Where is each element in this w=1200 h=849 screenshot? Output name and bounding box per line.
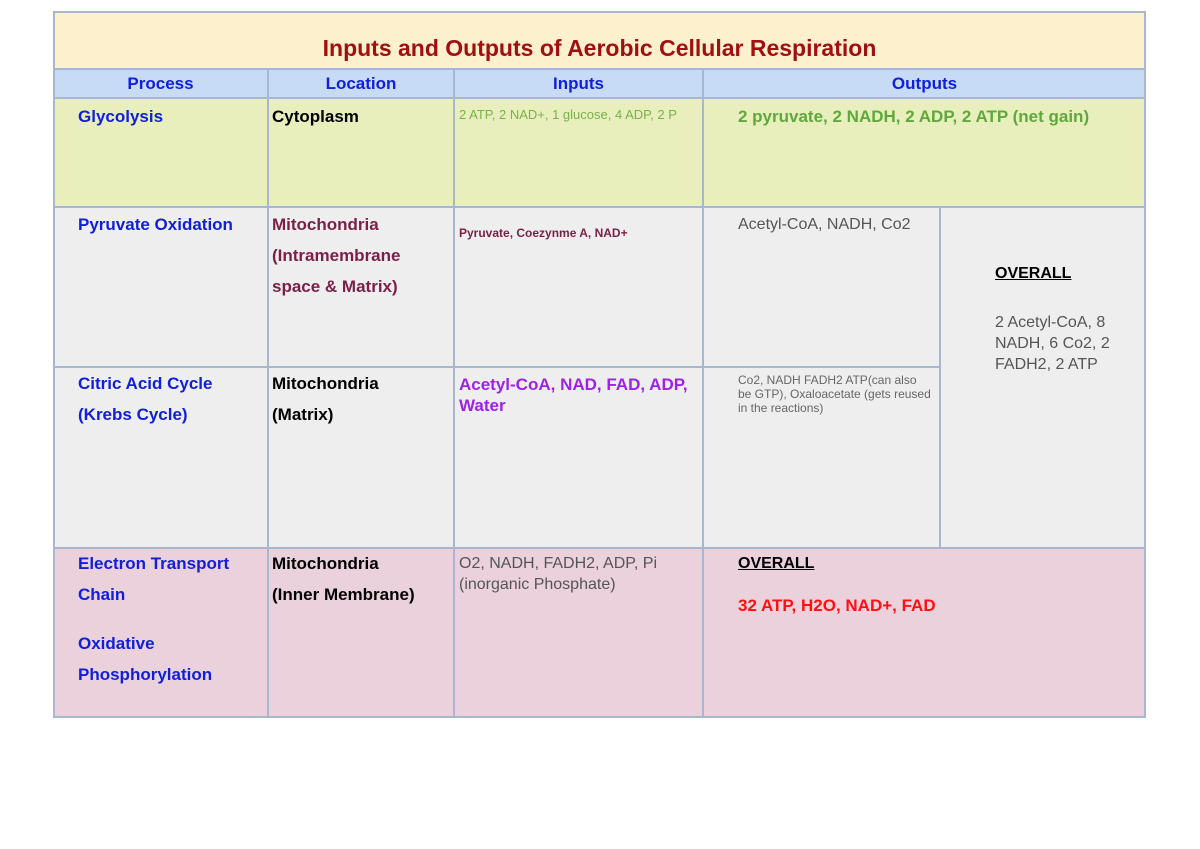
rule-under-glycolysis [54, 206, 1145, 208]
krebs-process-line2: (Krebs Cycle) [78, 405, 188, 424]
glycolysis-location: Cytoplasm [272, 107, 359, 126]
header-location: Location [325, 74, 397, 93]
krebs-location-line1: Mitochondria [272, 374, 379, 393]
etc-outputs: 32 ATP, H2O, NAD+, FAD [738, 596, 936, 615]
etc-process-line3: Oxidative [78, 634, 155, 653]
pyruvate-location: Mitochondria (Intramembrane space & Matrix) [272, 215, 401, 296]
etc-process-line2: Chain [78, 585, 126, 604]
etc-overall-heading: OVERALL [738, 555, 815, 572]
pyruvate-process: Pyruvate Oxidation [78, 215, 233, 234]
header-outputs: Outputs [891, 74, 958, 93]
pyruvate-outputs: Acetyl-CoA, NADH, Co2 [738, 216, 911, 233]
krebs-outputs: Co2, NADH FADH2 ATP(can also be GTP), Oxaloacetate (gets reused in the reactions) [738, 373, 931, 415]
pyruvate-inputs: Pyruvate, Coezynme A, NAD+ [459, 226, 628, 240]
etc-inputs: O2, NADH, FADH2, ADP, Pi (inorganic Phosphate) [459, 555, 657, 593]
etc-location-line2: (Inner Membrane) [272, 585, 415, 604]
overall-mid-text: 2 Acetyl-CoA, 8 NADH, 6 Co2, 2 FADH2, 2 ATP [995, 314, 1110, 373]
overall-mid-heading: OVERALL [995, 265, 1072, 282]
glycolysis-process: Glycolysis [78, 107, 164, 126]
header-process: Process [127, 74, 194, 93]
krebs-process-line1: Citric Acid Cycle [78, 374, 213, 393]
col-rule-1 [267, 69, 269, 717]
col-rule-3 [702, 69, 704, 717]
krebs-location-line2: (Matrix) [272, 405, 334, 424]
col-rule-2 [453, 69, 455, 717]
etc-process-line1: Electron Transport [78, 554, 230, 573]
etc-process-line4: Phosphorylation [78, 665, 213, 684]
header-inputs: Inputs [553, 74, 604, 93]
page-title: Inputs and Outputs of Aerobic Cellular Respiration [322, 35, 877, 61]
glycolysis-inputs: 2 ATP, 2 NAD+, 1 glucose, 4 ADP, 2 P [459, 107, 677, 122]
krebs-inputs: Acetyl-CoA, NAD, FAD, ADP, Water [459, 375, 688, 415]
etc-location-line1: Mitochondria [272, 554, 379, 573]
col-rule-overall [939, 208, 941, 548]
glycolysis-outputs: 2 pyruvate, 2 NADH, 2 ADP, 2 ATP (net gain) [738, 107, 1090, 126]
